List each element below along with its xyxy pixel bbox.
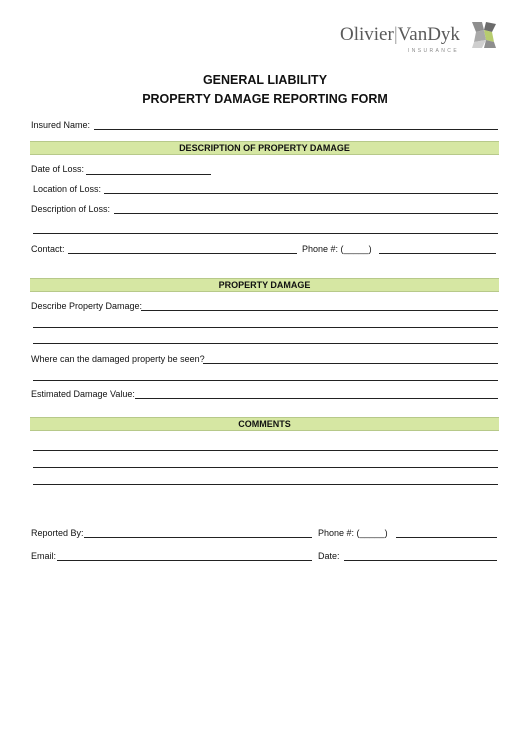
where-seen-field[interactable] (203, 363, 498, 364)
estimated-value-field[interactable] (135, 398, 498, 399)
section-header-description: DESCRIPTION OF PROPERTY DAMAGE (30, 141, 499, 155)
logo-separator: | (393, 24, 398, 45)
section-header-comments: COMMENTS (30, 417, 499, 431)
comments-line-2[interactable] (33, 467, 498, 468)
logo-wordmark (340, 24, 460, 46)
section-header-property-damage: PROPERTY DAMAGE (30, 278, 499, 292)
contact-phone-text: Phone #: (302, 244, 339, 254)
logo-mark-icon (470, 20, 498, 50)
contact-field[interactable] (68, 253, 297, 254)
location-of-loss-field[interactable] (104, 193, 498, 194)
email-field[interactable] (57, 560, 312, 561)
date-of-loss-field[interactable] (86, 174, 211, 175)
contact-phone-field[interactable] (379, 253, 496, 254)
description-of-loss-field[interactable] (114, 213, 498, 214)
reported-by-field[interactable] (84, 537, 312, 538)
estimated-value-label: Estimated Damage Value: (31, 389, 135, 399)
location-of-loss-label: Location of Loss: (33, 184, 102, 194)
description-of-loss-label: Description of Loss: (31, 204, 111, 214)
describe-damage-field-line2[interactable] (33, 327, 498, 328)
insured-name-label: Insured Name: (31, 120, 91, 130)
describe-damage-field-line3[interactable] (33, 343, 498, 344)
contact-phone-label (302, 244, 372, 255)
email-label: Email: (31, 551, 57, 561)
date-of-loss-label: Date of Loss: (31, 164, 85, 174)
reporter-phone-area-code[interactable]: (_____) (356, 528, 388, 538)
company-logo (340, 18, 500, 56)
where-seen-field-line2[interactable] (33, 380, 498, 381)
form-title-line1: GENERAL LIABILITY (202, 73, 328, 87)
form-title-line2: PROPERTY DAMAGE REPORTING FORM (142, 92, 388, 106)
logo-subtitle: INSURANCE (408, 48, 460, 54)
reporter-phone-text: Phone #: (318, 528, 355, 538)
reporter-phone-label (318, 528, 388, 539)
logo-name-right: VanDyk (397, 24, 460, 45)
reported-by-label: Reported By: (31, 528, 84, 538)
insured-name-field[interactable] (94, 129, 498, 130)
contact-label: Contact: (31, 244, 65, 254)
contact-phone-area-code[interactable]: (_____) (340, 244, 372, 254)
describe-damage-label: Describe Property Damage: (31, 301, 143, 311)
comments-line-3[interactable] (33, 484, 498, 485)
where-seen-label: Where can the damaged property be seen? (31, 354, 205, 364)
logo-name-left: Olivier (340, 24, 394, 45)
description-of-loss-field-line2[interactable] (33, 233, 498, 234)
date-field[interactable] (344, 560, 497, 561)
describe-damage-field[interactable] (141, 310, 498, 311)
reporter-phone-field[interactable] (396, 537, 497, 538)
comments-line-1[interactable] (33, 450, 498, 451)
date-label: Date: (318, 551, 340, 561)
